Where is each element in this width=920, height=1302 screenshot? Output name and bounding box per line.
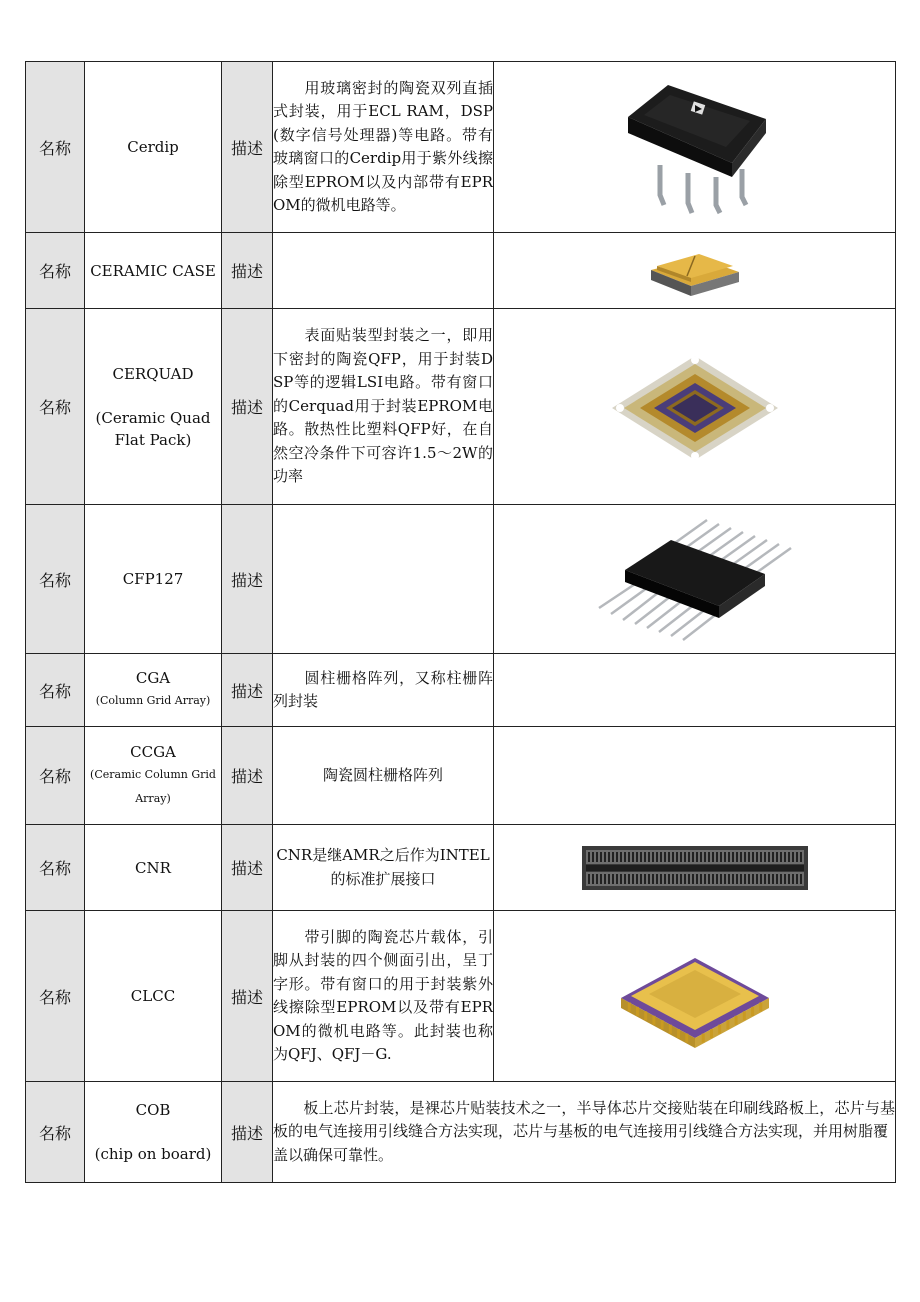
cnr-connector-photo <box>582 844 808 892</box>
name-label: 名称 <box>26 505 85 654</box>
desc-label: 描述 <box>222 505 273 654</box>
table-row <box>26 309 896 505</box>
package-image-cell <box>494 825 896 911</box>
package-description: 陶瓷圆柱栅格阵列 <box>273 727 494 825</box>
package-description: 板上芯片封装，是裸芯片贴装技术之一，半导体芯片交接贴装在印刷线路板上，芯片与基板的电气连接用引线缝合方法实现，芯片与基板的电气连接用引线缝合方法实现，并用树脂覆 盖以确保可靠性。 <box>273 1082 896 1183</box>
name-label: 名称 <box>26 233 85 309</box>
package-description: 带引脚的陶瓷芯片载体，引脚从封装的四个侧面引出，呈丁字形。带有窗口的用于封装紫外线擦除型EPROM以及带有EPROM的微机电路等。此封装也称为QFJ、QFJ－G. <box>273 911 494 1082</box>
table-row <box>26 825 896 911</box>
desc-label: 描述 <box>222 62 273 233</box>
clcc-chip-photo <box>615 936 775 1056</box>
package-name: CCGA (Ceramic Column Grid Array) <box>85 727 222 825</box>
desc-label: 描述 <box>222 654 273 727</box>
desc-label: 描述 <box>222 233 273 309</box>
package-name: COB (chip on board) <box>85 1082 222 1183</box>
package-description: CNR是继AMR之后作为INTEL的标准扩展接口 <box>273 825 494 911</box>
package-description: 表面贴装型封装之一，即用下密封的陶瓷QFP，用于封装DSP等的逻辑LSI电路。带有窗口的Cerquad用于封装EPROM电路。散热性比塑料QFP好，在自然空冷条件下可容许1.5～2W的功率 <box>273 309 494 505</box>
package-image-cell <box>494 62 896 233</box>
desc-label: 描述 <box>222 825 273 911</box>
table-row <box>26 505 896 654</box>
package-image-cell <box>494 911 896 1082</box>
package-name: CLCC <box>85 911 222 1082</box>
name-label: 名称 <box>26 727 85 825</box>
package-image-cell <box>494 654 896 727</box>
package-name: CFP127 <box>85 505 222 654</box>
package-name: CGA (Column Grid Array) <box>85 654 222 727</box>
table-row <box>26 233 896 309</box>
desc-label: 描述 <box>222 911 273 1082</box>
name-label: 名称 <box>26 1082 85 1183</box>
package-image-cell <box>494 727 896 825</box>
table-row <box>26 62 896 233</box>
package-image-cell <box>494 233 896 309</box>
cfp127-chip-photo <box>595 516 795 642</box>
package-image-cell <box>494 309 896 505</box>
package-name: CNR <box>85 825 222 911</box>
package-name: CERAMIC CASE <box>85 233 222 309</box>
name-label: 名称 <box>26 309 85 505</box>
package-name: CERQUAD (Ceramic Quad Flat Pack) <box>85 309 222 505</box>
desc-label: 描述 <box>222 309 273 505</box>
table-row <box>26 654 896 727</box>
package-description: 用玻璃密封的陶瓷双列直插式封装，用于ECL RAM，DSP(数字信号处理器)等电路。带有玻璃窗口的Cerdip用于紫外线擦除型EPROM以及内部带有EPROM的微机电路等。 <box>273 62 494 233</box>
name-label: 名称 <box>26 62 85 233</box>
cerdip-chip-photo <box>620 77 770 217</box>
table-row <box>26 727 896 825</box>
package-description: 圆柱栅格阵列，又称柱栅阵列封装 <box>273 654 494 727</box>
name-label: 名称 <box>26 654 85 727</box>
desc-label: 描述 <box>222 727 273 825</box>
package-image-cell <box>494 505 896 654</box>
desc-label: 描述 <box>222 1082 273 1183</box>
table-row <box>26 1082 896 1183</box>
ceramic-case-photo <box>647 240 743 302</box>
name-label: 名称 <box>26 825 85 911</box>
table-row <box>26 911 896 1082</box>
package-description <box>273 505 494 654</box>
name-label: 名称 <box>26 911 85 1082</box>
cerquad-chip-photo <box>610 352 780 462</box>
package-name: Cerdip <box>85 62 222 233</box>
package-table <box>25 61 896 1183</box>
package-description <box>273 233 494 309</box>
